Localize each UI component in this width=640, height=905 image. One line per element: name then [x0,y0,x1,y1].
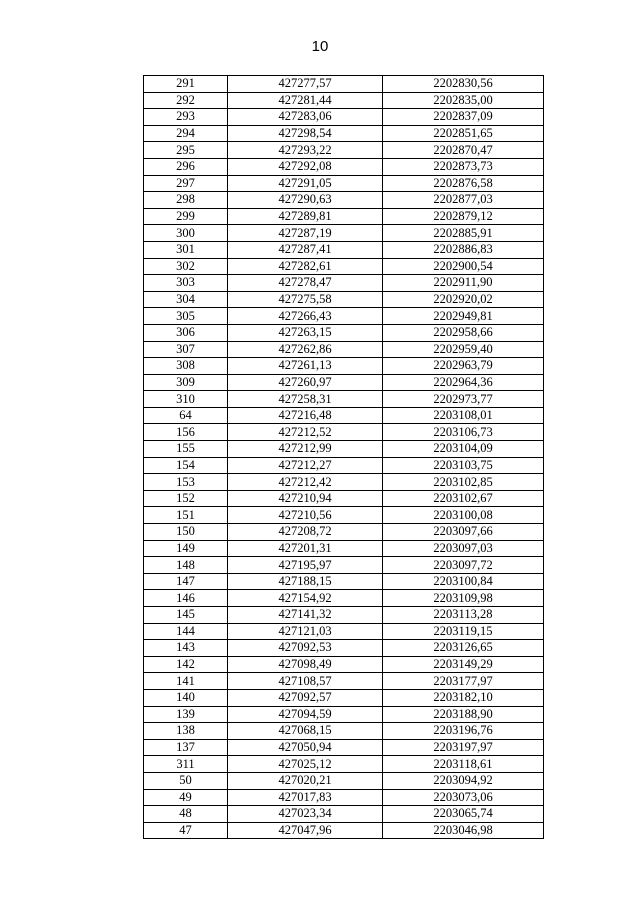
y-coordinate-cell: 2202851,65 [383,125,544,142]
y-coordinate-cell: 2202885,91 [383,225,544,242]
point-number-cell: 303 [144,275,228,292]
y-coordinate-cell: 2203118,61 [383,756,544,773]
y-coordinate-cell: 2203188,90 [383,706,544,723]
point-number-cell: 291 [144,76,228,93]
point-number-cell: 49 [144,789,228,806]
x-coordinate-cell: 427278,47 [228,275,383,292]
point-number-cell: 306 [144,324,228,341]
y-coordinate-cell: 2202879,12 [383,208,544,225]
y-coordinate-cell: 2203102,85 [383,474,544,491]
x-coordinate-cell: 427290,63 [228,192,383,209]
y-coordinate-cell: 2203126,65 [383,640,544,657]
x-coordinate-cell: 427098,49 [228,656,383,673]
x-coordinate-cell: 427050,94 [228,739,383,756]
y-coordinate-cell: 2203197,97 [383,739,544,756]
table-row [144,291,544,308]
x-coordinate-cell: 427287,41 [228,241,383,258]
x-coordinate-cell: 427261,13 [228,358,383,375]
table-row [144,706,544,723]
x-coordinate-cell: 427092,57 [228,689,383,706]
table-row [144,391,544,408]
y-coordinate-cell: 2202876,58 [383,175,544,192]
y-coordinate-cell: 2202963,79 [383,358,544,375]
point-number-cell: 150 [144,524,228,541]
table-row [144,125,544,142]
table-row [144,590,544,607]
x-coordinate-cell: 427216,48 [228,407,383,424]
x-coordinate-cell: 427201,31 [228,540,383,557]
y-coordinate-cell: 2202837,09 [383,109,544,126]
table-row [144,772,544,789]
table-row [144,607,544,624]
point-number-cell: 151 [144,507,228,524]
y-coordinate-cell: 2203100,08 [383,507,544,524]
page-number: 10 [311,38,329,55]
x-coordinate-cell: 427291,05 [228,175,383,192]
x-coordinate-cell: 427108,57 [228,673,383,690]
point-number-cell: 299 [144,208,228,225]
x-coordinate-cell: 427283,06 [228,109,383,126]
x-coordinate-cell: 427094,59 [228,706,383,723]
point-number-cell: 152 [144,490,228,507]
x-coordinate-cell: 427068,15 [228,723,383,740]
y-coordinate-cell: 2202886,83 [383,241,544,258]
point-number-cell: 294 [144,125,228,142]
table-row [144,158,544,175]
x-coordinate-cell: 427020,21 [228,772,383,789]
x-coordinate-cell: 427121,03 [228,623,383,640]
x-coordinate-cell: 427210,56 [228,507,383,524]
table-row [144,723,544,740]
y-coordinate-cell: 2202958,66 [383,324,544,341]
x-coordinate-cell: 427154,92 [228,590,383,607]
point-number-cell: 295 [144,142,228,159]
x-coordinate-cell: 427277,57 [228,76,383,93]
point-number-cell: 140 [144,689,228,706]
table-row [144,756,544,773]
table-row [144,358,544,375]
y-coordinate-cell: 2202870,47 [383,142,544,159]
table-row [144,689,544,706]
coordinates-table [143,75,544,839]
y-coordinate-cell: 2203103,75 [383,457,544,474]
table-row [144,341,544,358]
y-coordinate-cell: 2203109,98 [383,590,544,607]
y-coordinate-cell: 2203106,73 [383,424,544,441]
y-coordinate-cell: 2203177,97 [383,673,544,690]
y-coordinate-cell: 2203097,03 [383,540,544,557]
table-row [144,656,544,673]
x-coordinate-cell: 427260,97 [228,374,383,391]
point-number-cell: 304 [144,291,228,308]
y-coordinate-cell: 2203094,92 [383,772,544,789]
x-coordinate-cell: 427287,19 [228,225,383,242]
x-coordinate-cell: 427047,96 [228,822,383,839]
x-coordinate-cell: 427263,15 [228,324,383,341]
x-coordinate-cell: 427141,32 [228,607,383,624]
point-number-cell: 141 [144,673,228,690]
point-number-cell: 298 [144,192,228,209]
table-row [144,275,544,292]
point-number-cell: 146 [144,590,228,607]
point-number-cell: 148 [144,557,228,574]
point-number-cell: 147 [144,573,228,590]
y-coordinate-cell: 2203196,76 [383,723,544,740]
y-coordinate-cell: 2202900,54 [383,258,544,275]
point-number-cell: 156 [144,424,228,441]
y-coordinate-cell: 2202973,77 [383,391,544,408]
point-number-cell: 153 [144,474,228,491]
point-number-cell: 154 [144,457,228,474]
table-row [144,573,544,590]
table-row [144,540,544,557]
point-number-cell: 143 [144,640,228,657]
table-row [144,175,544,192]
x-coordinate-cell: 427262,86 [228,341,383,358]
y-coordinate-cell: 2202959,40 [383,341,544,358]
point-number-cell: 311 [144,756,228,773]
table-row [144,225,544,242]
x-coordinate-cell: 427092,53 [228,640,383,657]
coordinates-table-body [144,76,544,839]
point-number-cell: 137 [144,739,228,756]
y-coordinate-cell: 2202949,81 [383,308,544,325]
point-number-cell: 297 [144,175,228,192]
table-row [144,208,544,225]
table-row [144,258,544,275]
x-coordinate-cell: 427289,81 [228,208,383,225]
y-coordinate-cell: 2203065,74 [383,806,544,823]
x-coordinate-cell: 427208,72 [228,524,383,541]
y-coordinate-cell: 2203097,72 [383,557,544,574]
point-number-cell: 145 [144,607,228,624]
table-row [144,806,544,823]
y-coordinate-cell: 2202873,73 [383,158,544,175]
x-coordinate-cell: 427258,31 [228,391,383,408]
x-coordinate-cell: 427212,42 [228,474,383,491]
point-number-cell: 149 [144,540,228,557]
table-row [144,739,544,756]
table-row [144,490,544,507]
point-number-cell: 138 [144,723,228,740]
point-number-cell: 307 [144,341,228,358]
x-coordinate-cell: 427017,83 [228,789,383,806]
table-row [144,92,544,109]
table-row [144,623,544,640]
table-row [144,789,544,806]
x-coordinate-cell: 427188,15 [228,573,383,590]
x-coordinate-cell: 427275,58 [228,291,383,308]
x-coordinate-cell: 427212,52 [228,424,383,441]
y-coordinate-cell: 2203104,09 [383,441,544,458]
table-row [144,308,544,325]
x-coordinate-cell: 427195,97 [228,557,383,574]
point-number-cell: 310 [144,391,228,408]
x-coordinate-cell: 427281,44 [228,92,383,109]
point-number-cell: 47 [144,822,228,839]
table-row [144,407,544,424]
table-row [144,507,544,524]
table-row [144,557,544,574]
y-coordinate-cell: 2202877,03 [383,192,544,209]
y-coordinate-cell: 2202920,02 [383,291,544,308]
point-number-cell: 296 [144,158,228,175]
table-row [144,424,544,441]
x-coordinate-cell: 427210,94 [228,490,383,507]
y-coordinate-cell: 2202911,90 [383,275,544,292]
point-number-cell: 300 [144,225,228,242]
table-row [144,324,544,341]
point-number-cell: 293 [144,109,228,126]
table-row [144,441,544,458]
point-number-cell: 301 [144,241,228,258]
y-coordinate-cell: 2203113,28 [383,607,544,624]
x-coordinate-cell: 427023,34 [228,806,383,823]
point-number-cell: 302 [144,258,228,275]
y-coordinate-cell: 2203149,29 [383,656,544,673]
y-coordinate-cell: 2202830,56 [383,76,544,93]
table-row [144,142,544,159]
table-row [144,241,544,258]
x-coordinate-cell: 427212,27 [228,457,383,474]
y-coordinate-cell: 2203102,67 [383,490,544,507]
point-number-cell: 309 [144,374,228,391]
x-coordinate-cell: 427212,99 [228,441,383,458]
y-coordinate-cell: 2203046,98 [383,822,544,839]
x-coordinate-cell: 427298,54 [228,125,383,142]
table-row [144,822,544,839]
point-number-cell: 144 [144,623,228,640]
y-coordinate-cell: 2202835,00 [383,92,544,109]
table-row [144,374,544,391]
table-row [144,524,544,541]
point-number-cell: 292 [144,92,228,109]
y-coordinate-cell: 2203119,15 [383,623,544,640]
y-coordinate-cell: 2203073,06 [383,789,544,806]
point-number-cell: 50 [144,772,228,789]
point-number-cell: 308 [144,358,228,375]
x-coordinate-cell: 427025,12 [228,756,383,773]
point-number-cell: 155 [144,441,228,458]
y-coordinate-cell: 2203097,66 [383,524,544,541]
table-row [144,76,544,93]
point-number-cell: 139 [144,706,228,723]
x-coordinate-cell: 427293,22 [228,142,383,159]
table-row [144,474,544,491]
x-coordinate-cell: 427282,61 [228,258,383,275]
table-row [144,673,544,690]
point-number-cell: 64 [144,407,228,424]
table-row [144,640,544,657]
y-coordinate-cell: 2203108,01 [383,407,544,424]
table-row [144,109,544,126]
table-row [144,457,544,474]
x-coordinate-cell: 427266,43 [228,308,383,325]
x-coordinate-cell: 427292,08 [228,158,383,175]
point-number-cell: 142 [144,656,228,673]
table-row [144,192,544,209]
y-coordinate-cell: 2203182,10 [383,689,544,706]
point-number-cell: 305 [144,308,228,325]
point-number-cell: 48 [144,806,228,823]
y-coordinate-cell: 2203100,84 [383,573,544,590]
y-coordinate-cell: 2202964,36 [383,374,544,391]
